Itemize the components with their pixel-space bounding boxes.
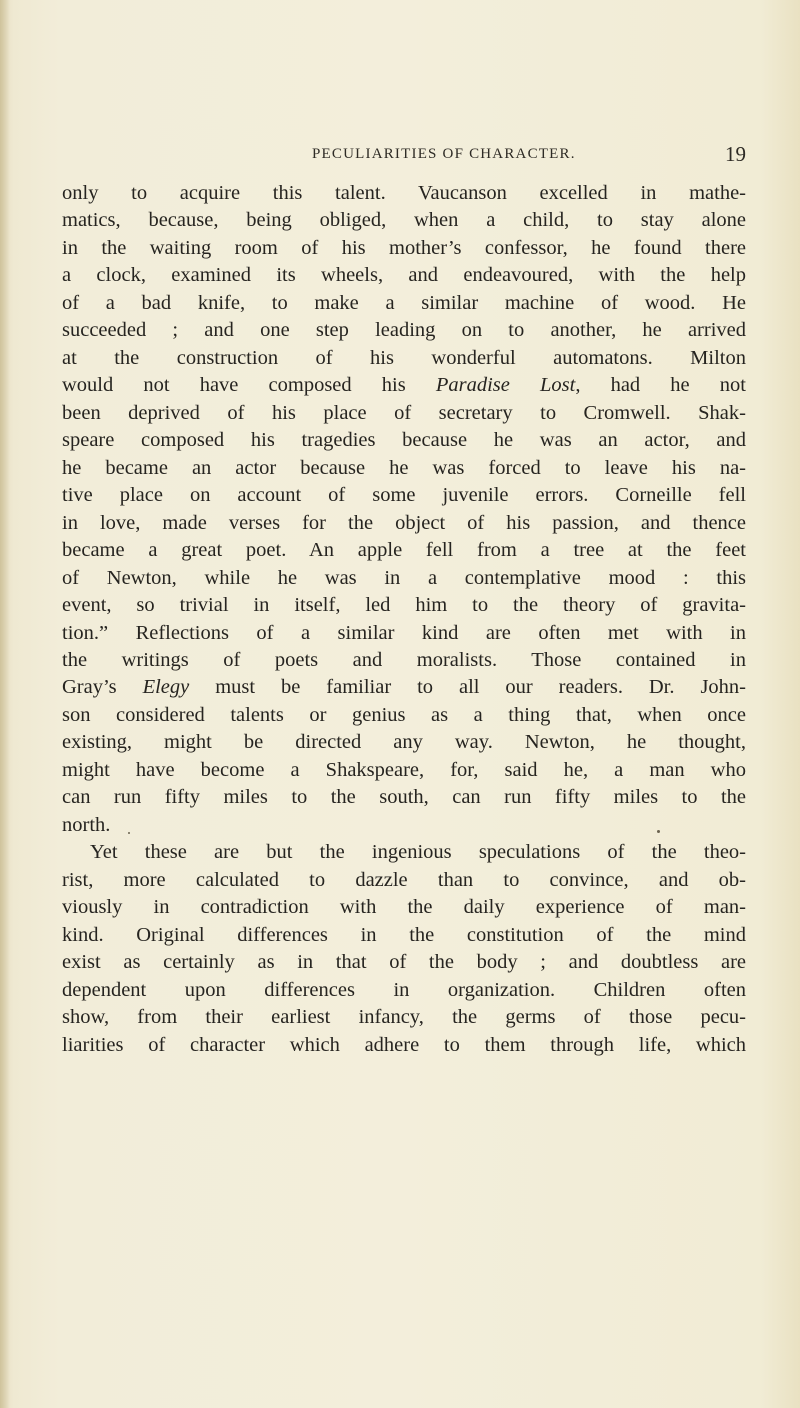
text-line xyxy=(62,537,746,564)
text-run: in the waiting room of his mother’s confessor, he found there xyxy=(62,236,746,259)
text-line xyxy=(62,317,746,344)
ink-speck xyxy=(128,832,130,834)
text-run: existing, might be directed any way. Newton, he thought, xyxy=(62,731,746,754)
text-line xyxy=(62,290,746,317)
text-run: son considered talents or genius as a thing that, when once xyxy=(62,703,746,726)
text-run: a clock, examined its wheels, and endeavoured, with the help xyxy=(62,264,746,287)
text-run: rist, more calculated to dazzle than to convince, and ob- xyxy=(62,868,746,891)
text-line xyxy=(62,510,746,537)
text-line xyxy=(62,647,746,674)
text-run: must be familiar to all our readers. Dr. John- xyxy=(189,676,746,699)
running-head xyxy=(62,142,746,170)
body-text xyxy=(62,180,746,1059)
text-run: Yet these are but the ingenious speculations of the theo- xyxy=(90,841,746,864)
text-line xyxy=(62,482,746,509)
running-head-title: PECULIARITIES OF CHARACTER. xyxy=(312,146,576,162)
text-run: tion.” Reflections of a similar kind are often met with in xyxy=(62,621,746,644)
text-line xyxy=(62,592,746,619)
text-run: exist as certainly as in that of the body ; and doubtless are xyxy=(62,951,746,974)
text-run: show, from their earliest infancy, the germs of those pecu- xyxy=(62,1006,746,1029)
text-line xyxy=(62,922,746,949)
text-run: of a bad knife, to make a similar machine of wood. He xyxy=(62,291,746,314)
text-line xyxy=(62,620,746,647)
text-line xyxy=(62,702,746,729)
ink-speck xyxy=(657,830,660,833)
italic-title: Elegy xyxy=(142,676,190,699)
text-run: at the construction of his wonderful automatons. Milton xyxy=(62,346,746,369)
text-run: north. xyxy=(62,813,111,836)
text-line xyxy=(62,455,746,482)
text-line xyxy=(62,977,746,1004)
text-run: can run fifty miles to the south, can run fifty miles to the xyxy=(62,786,746,809)
text-line xyxy=(62,565,746,592)
text-line xyxy=(62,674,746,701)
text-line xyxy=(62,372,746,399)
text-line xyxy=(62,729,746,756)
text-run: became a great poet. An apple fell from a tree at the feet xyxy=(62,539,746,562)
text-line xyxy=(62,839,746,866)
text-run: only to acquire this talent. Vaucanson excelled in mathe- xyxy=(62,182,746,204)
page-number: 19 xyxy=(725,142,746,166)
text-line xyxy=(62,235,746,262)
text-line xyxy=(62,812,746,839)
text-run: kind. Original differences in the constitution of the mind xyxy=(62,923,746,946)
text-line xyxy=(62,894,746,921)
text-line xyxy=(62,207,746,234)
text-run: might have become a Shakspeare, for, said he, a man who xyxy=(62,758,746,781)
text-run: he became an actor because he was forced to leave his na- xyxy=(62,456,746,479)
text-run: succeeded ; and one step leading on to another, he arrived xyxy=(62,319,746,342)
text-line xyxy=(62,867,746,894)
text-line xyxy=(62,400,746,427)
text-line xyxy=(62,427,746,454)
text-run: liarities of character which adhere to them through life, which xyxy=(62,1033,746,1056)
text-line xyxy=(62,784,746,811)
text-line xyxy=(62,757,746,784)
text-run: tive place on account of some juvenile errors. Corneille fell xyxy=(62,484,746,507)
text-run: , had he not xyxy=(575,374,746,397)
text-run: of Newton, while he was in a contemplative mood : this xyxy=(62,566,746,589)
page-gutter-shadow xyxy=(0,0,10,1408)
text-run: Gray’s xyxy=(62,676,143,699)
text-run: would not have composed his xyxy=(62,374,436,397)
text-run: dependent upon differences in organization. Children often xyxy=(62,978,746,1001)
text-run: matics, because, being obliged, when a child, to stay alone xyxy=(62,209,746,232)
text-line xyxy=(62,262,746,289)
text-run: speare composed his tragedies because he was an actor, and xyxy=(62,429,746,452)
text-run: been deprived of his place of secretary to Cromwell. Shak- xyxy=(62,401,746,424)
text-run: event, so trivial in itself, led him to the theory of gravita- xyxy=(62,594,746,617)
text-run: the writings of poets and moralists. Those contained in xyxy=(62,648,746,671)
italic-title: Paradise Lost xyxy=(435,374,576,397)
text-line xyxy=(62,1004,746,1031)
text-run: in love, made verses for the object of his passion, and thence xyxy=(62,511,746,534)
text-line xyxy=(62,949,746,976)
text-line xyxy=(62,345,746,372)
text-line xyxy=(62,180,746,207)
text-line xyxy=(62,1032,746,1059)
text-run: viously in contradiction with the daily experience of man- xyxy=(62,896,746,919)
